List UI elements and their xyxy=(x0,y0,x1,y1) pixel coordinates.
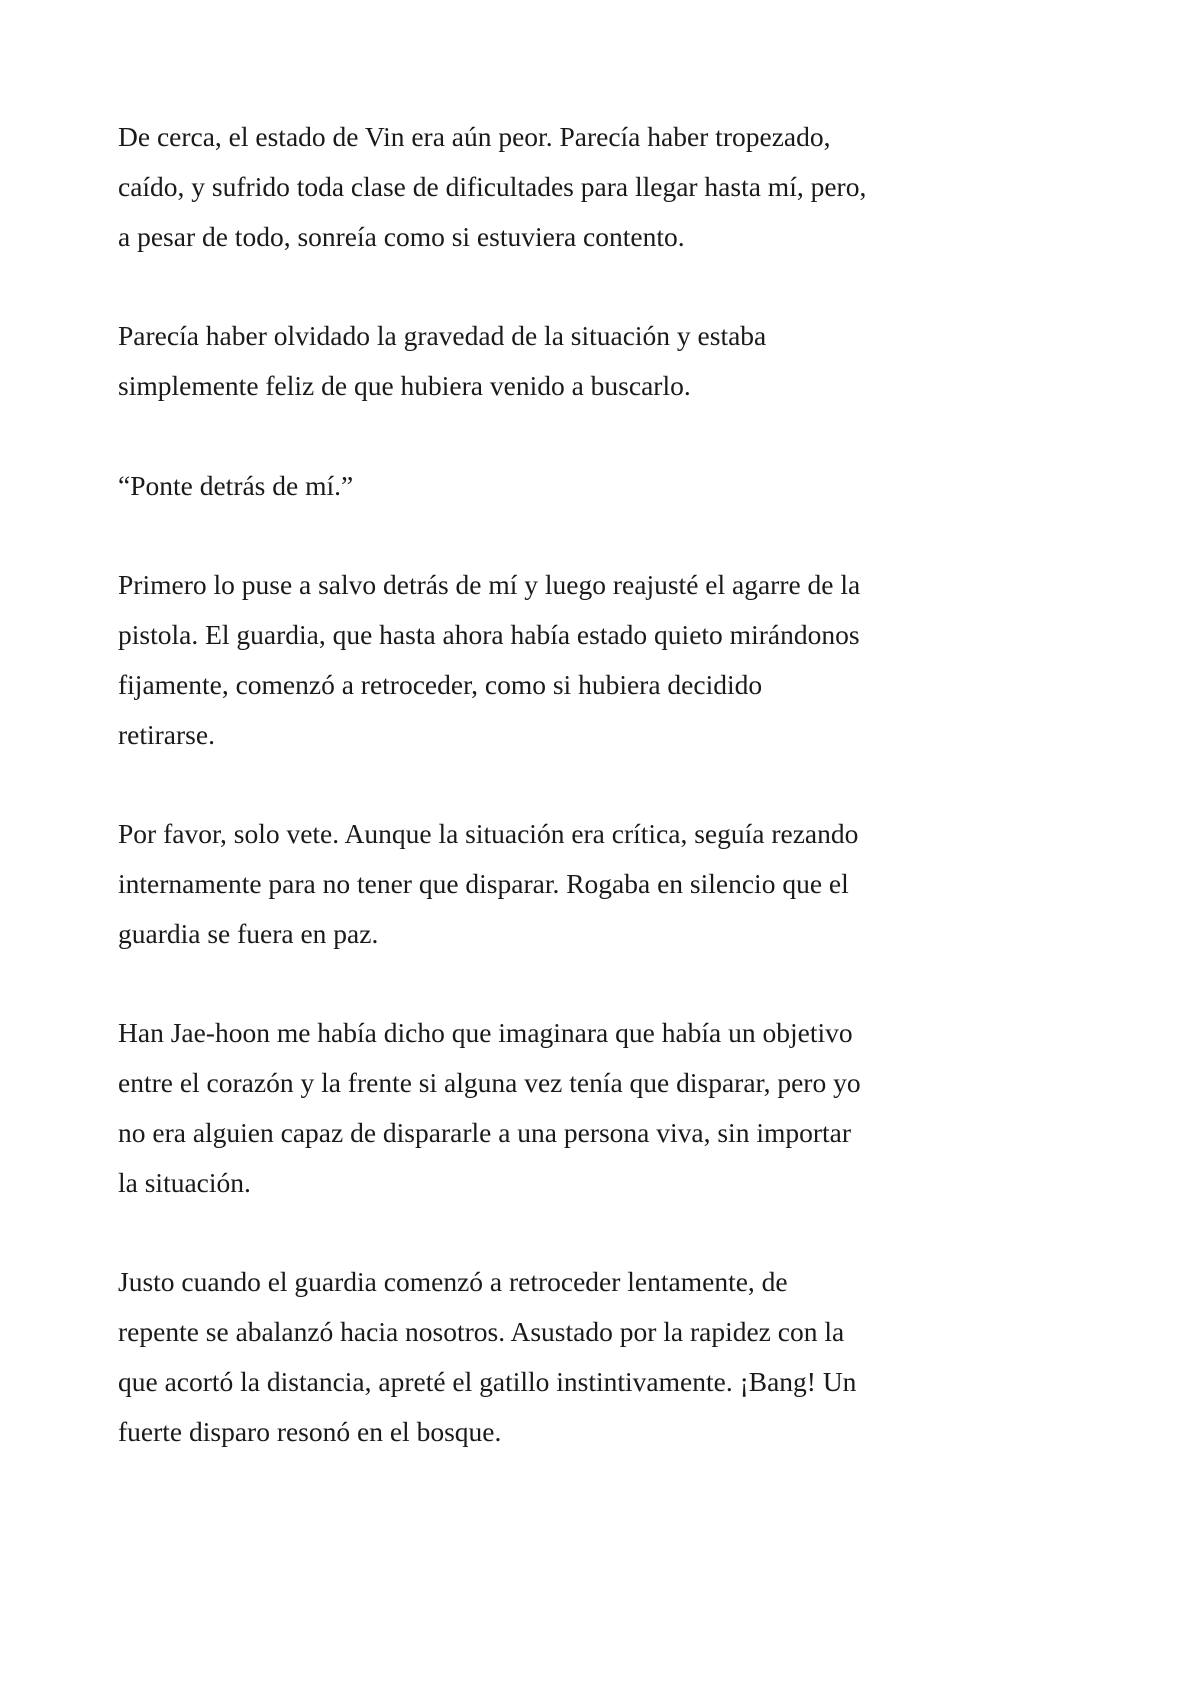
text-line: a pesar de todo, sonreía como si estuviera contento. xyxy=(118,220,685,252)
text-line: la situación. xyxy=(118,1166,251,1198)
text-line: guardia se fuera en paz. xyxy=(118,917,379,949)
text-line: Por favor, solo vete. Aunque la situación era crítica, seguía rezando xyxy=(118,818,859,850)
text-line: Justo cuando el guardia comenzó a retroceder lentamente, de xyxy=(118,1266,788,1298)
paragraph xyxy=(118,112,1018,261)
text-line: Han Jae-hoon me había dicho que imaginara que había un objetivo xyxy=(118,1017,853,1049)
dialogue-paragraph xyxy=(118,461,1018,511)
text-line: internamente para no tener que disparar. Rogaba en silencio que el xyxy=(118,867,849,899)
paragraph xyxy=(118,1257,1018,1456)
text-line: repente se abalanzó hacia nosotros. Asustado por la rapidez con la xyxy=(118,1316,845,1348)
text-line: que acortó la distancia, apreté el gatillo instintivamente. ¡Bang! Un xyxy=(118,1365,857,1397)
text-line: fijamente, comenzó a retroceder, como si hubiera decidido xyxy=(118,668,763,700)
text-line: entre el corazón y la frente si alguna vez tenía que disparar, pero yo xyxy=(118,1067,861,1099)
paragraph xyxy=(118,809,1018,958)
paragraph xyxy=(118,311,1018,411)
document-page xyxy=(118,112,1018,1506)
text-line: simplemente feliz de que hubiera venido a buscarlo. xyxy=(118,369,691,401)
text-line: pistola. El guardia, que hasta ahora había estado quieto mirándonos xyxy=(118,618,860,650)
text-line: retirarse. xyxy=(118,718,215,750)
text-line: Parecía haber olvidado la gravedad de la situación y estaba xyxy=(118,320,767,352)
paragraph xyxy=(118,560,1018,759)
text-line: caído, y sufrido toda clase de dificultades para llegar hasta mí, pero, xyxy=(118,170,867,202)
text-line: Primero lo puse a salvo detrás de mí y luego reajusté el agarre de la xyxy=(118,569,861,601)
text-line: De cerca, el estado de Vin era aún peor. Parecía haber tropezado, xyxy=(118,121,831,152)
text-line: fuerte disparo resonó en el bosque. xyxy=(118,1415,502,1447)
text-line: “Ponte detrás de mí.” xyxy=(118,469,354,501)
text-line: no era alguien capaz de dispararle a una persona viva, sin importar xyxy=(118,1116,852,1148)
paragraph xyxy=(118,1008,1018,1207)
